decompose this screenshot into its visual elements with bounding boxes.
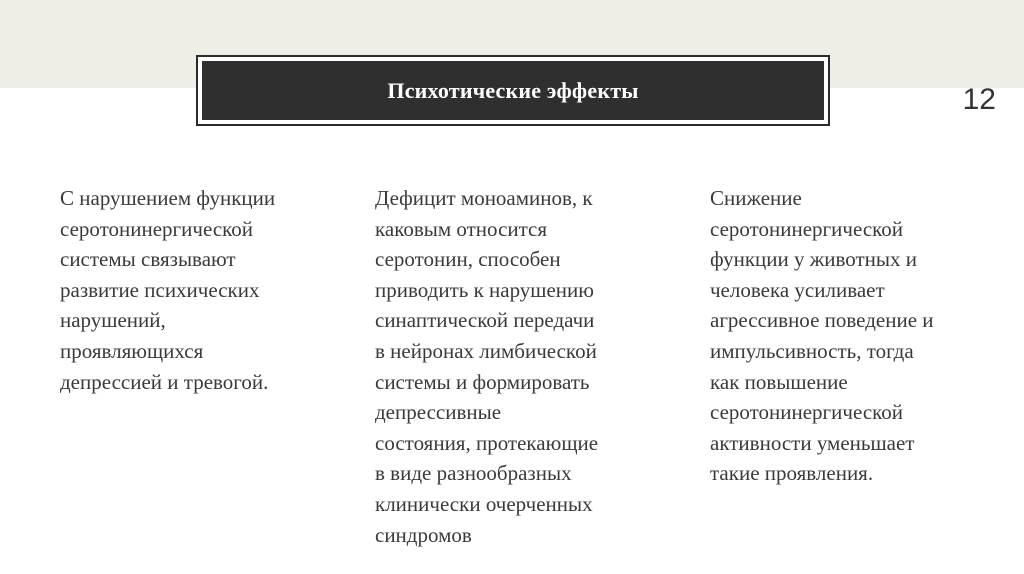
title-box [202, 61, 824, 120]
text-column-left: С нарушением функции серотонинергической системы связывают развитие психических нарушений, проявляющихся депрессией и тревогой. [60, 186, 276, 394]
page-number: 12 [962, 83, 996, 116]
text-column-right: Снижение серотонинергической функции у животных и человека усиливает агрессивное поведение и импульсивность, тогда как повышение серотонинергической активности уменьшает такие проявления. [710, 186, 934, 486]
slide-title: Психотические эффекты [387, 77, 639, 103]
text-column-middle: Дефицит моноаминов, к каковым относится серотонин, способен приводить к нарушению синаптической передачи в нейронах лимбической системы и формировать депрессивные состояния, протекающие в виде разнообразных клинически очерченных синдромов [375, 186, 599, 547]
title-frame [196, 55, 830, 126]
